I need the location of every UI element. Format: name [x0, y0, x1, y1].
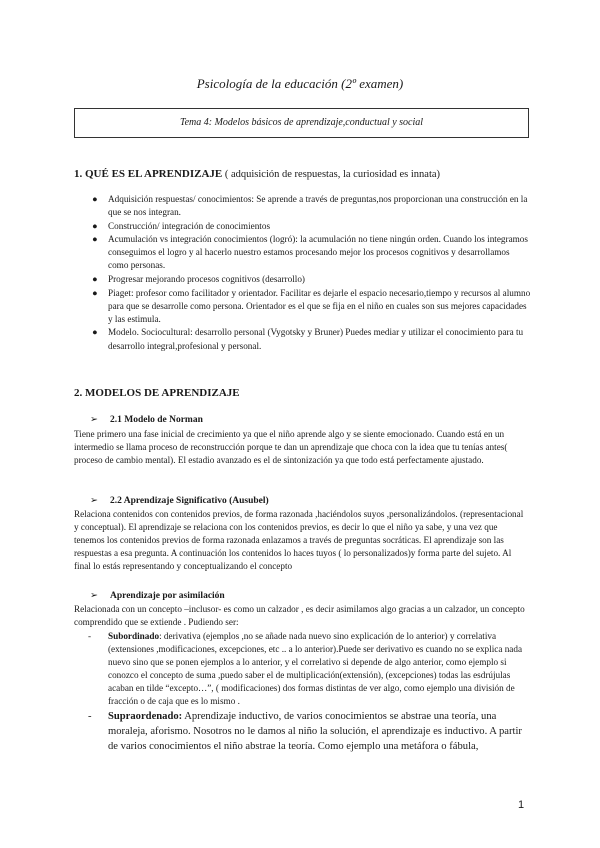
list-item — [92, 220, 532, 233]
asimilacion-type-list — [88, 630, 530, 754]
norman-heading — [90, 414, 203, 425]
list-item-text: Progresar mejorando procesos cognitivos (desarrollo) — [108, 274, 305, 285]
section-1-title: 1. QUÉ ES EL APRENDIZAJE — [74, 168, 223, 180]
document-title: Psicología de la educación (2º examen) — [196, 76, 404, 91]
list-item — [92, 233, 532, 272]
list-item — [92, 326, 532, 352]
arrow-bullet-icon: ➢ — [90, 415, 98, 425]
ausubel-heading — [90, 495, 269, 506]
arrow-bullet-icon: ➢ — [90, 496, 98, 506]
definition-supraordenado: Aprendizaje inductivo, de varios conocimientos se abstrae una teoría, una moraleja, aforismo. Nosotros no le damos al niño la solución, el aprendizaje es inductivo. A partir de varios conocimientos el niño abstrae la teoría. Como ejemplo una metáfora o fábula, — [108, 711, 522, 752]
dash-bullet: - — [88, 711, 92, 722]
list-item — [92, 273, 532, 286]
ausubel-title: 2.2 Aprendizaje Significativo (Ausubel) — [110, 496, 269, 506]
term-supraordenado: Supraordenado: — [108, 711, 183, 722]
definition-subordinado: : derivativa (ejemplos ,no se añade nada nuevo sino explicación de lo anterior) y correlativa (extensiones ,modificaciones, excepciones, etc .. a lo anterior).Puede ser derivativo es cuando no se explica nada nuevo sino que se ponen ejemplos a lo anterior, y el correlativo si depende de algo anterior, como ejemplo si conozco el concepto de suma ,puedo saber el de multiplicación(extensión), (excepciones) todas las esdrújulas acaban en tilde “excepto…”, ( modificaciones) dos formas distintas de ver algo, como ejemplo una división de fracción o de caja que es lo mismo . — [108, 631, 523, 706]
ausubel-paragraph: Relaciona contenidos con contenidos previos, de forma razonada ,haciéndolos suyos ,personalizándolos. (representacional y conceptual). El aprendizaje se relaciona con los contenidos previos, es decir lo que el niño ya sabe, y una vez que tenemos los contenidos previos de forma razonada enlazamos a través de preguntas socráticas. El aprendizaje son las respuestas a esa pregunta. A continuación los contenidos lo haces tuyos ( lo personalizados)y forma parte del sujeto. Al final lo estás representando y conceptualizando el concepto — [74, 509, 524, 571]
list-item — [92, 287, 532, 326]
list-item-text: Construcción/ integración de conocimientos — [108, 220, 271, 231]
section-2-heading — [74, 387, 240, 399]
norman-paragraph: Tiene primero una fase inicial de crecimiento ya que el niño aprende algo y se siente emocionado. Cuando está en un intermedio se llama proceso de reconstrucción porque te dan un aprendizaje que choca con la idea que tu tenías antes( proceso de cambio mental). El estadio avanzado es el de sintonización ya que todo está perfectamente ajustado. — [74, 429, 508, 465]
list-item — [92, 193, 532, 219]
topic-box: Tema 4: Modelos básicos de aprendizaje,conductual y social — [74, 108, 529, 138]
list-item — [88, 630, 530, 708]
bullet-icon: ● — [92, 274, 98, 285]
asimilacion-heading — [90, 590, 225, 601]
section-2-title: 2. MODELOS DE APRENDIZAJE — [74, 387, 240, 399]
list-item-text: Acumulación vs integración conocimientos (logró): la acumulación no tiene ningún orden. Cuando los integramos conseguimos el logro y al hacerlo nuestro estamos procesando mejor los procesos cognitivos y desarrollamos como personas. — [108, 234, 528, 271]
term-subordinado: Subordinado — [108, 631, 160, 641]
list-item-text: Adquisición respuestas/ conocimientos: Se aprende a través de preguntas,nos proporcionan una construcción en la que se nos integran. — [108, 194, 528, 218]
section-1-heading — [74, 168, 440, 180]
arrow-bullet-icon: ➢ — [90, 591, 98, 601]
list-item-text: Piaget: profesor como facilitador y orientador. Facilitar es dejarle el espacio necesario,tiempo y recursos al alumno para que se desarrolle como persona. Orientador es el que se fija en el niño en cuales son sus mejores capacidades y las estimula. — [108, 287, 531, 324]
asimilacion-paragraph: Relacionada con un concepto –inclusor- es como un calzador , es decir asimilamos algo gracias a un calzador, un concepto comprendido que se extiende . Pudiendo ser: — [74, 604, 525, 627]
list-item-text: Modelo. Sociocultural: desarrollo personal (Vygotsky y Bruner) Puedes mediar y utilizar el conocimiento para tu desarrollo integral,profesional y personal. — [108, 327, 524, 351]
page-number: 1 — [518, 799, 525, 811]
dash-bullet: - — [88, 631, 92, 641]
section-1-note: ( adquisición de respuestas, la curiosidad es innata) — [222, 169, 441, 180]
bullet-icon: ● — [92, 287, 98, 298]
norman-title: 2.1 Modelo de Norman — [110, 415, 203, 425]
bullet-icon: ● — [92, 220, 98, 231]
asimilacion-title: Aprendizaje por asimilación — [110, 591, 225, 601]
list-item — [88, 709, 530, 754]
bullet-icon: ● — [92, 327, 98, 338]
section-1-bullet-list — [92, 193, 532, 353]
bullet-icon: ● — [92, 194, 98, 204]
bullet-icon: ● — [92, 234, 98, 245]
